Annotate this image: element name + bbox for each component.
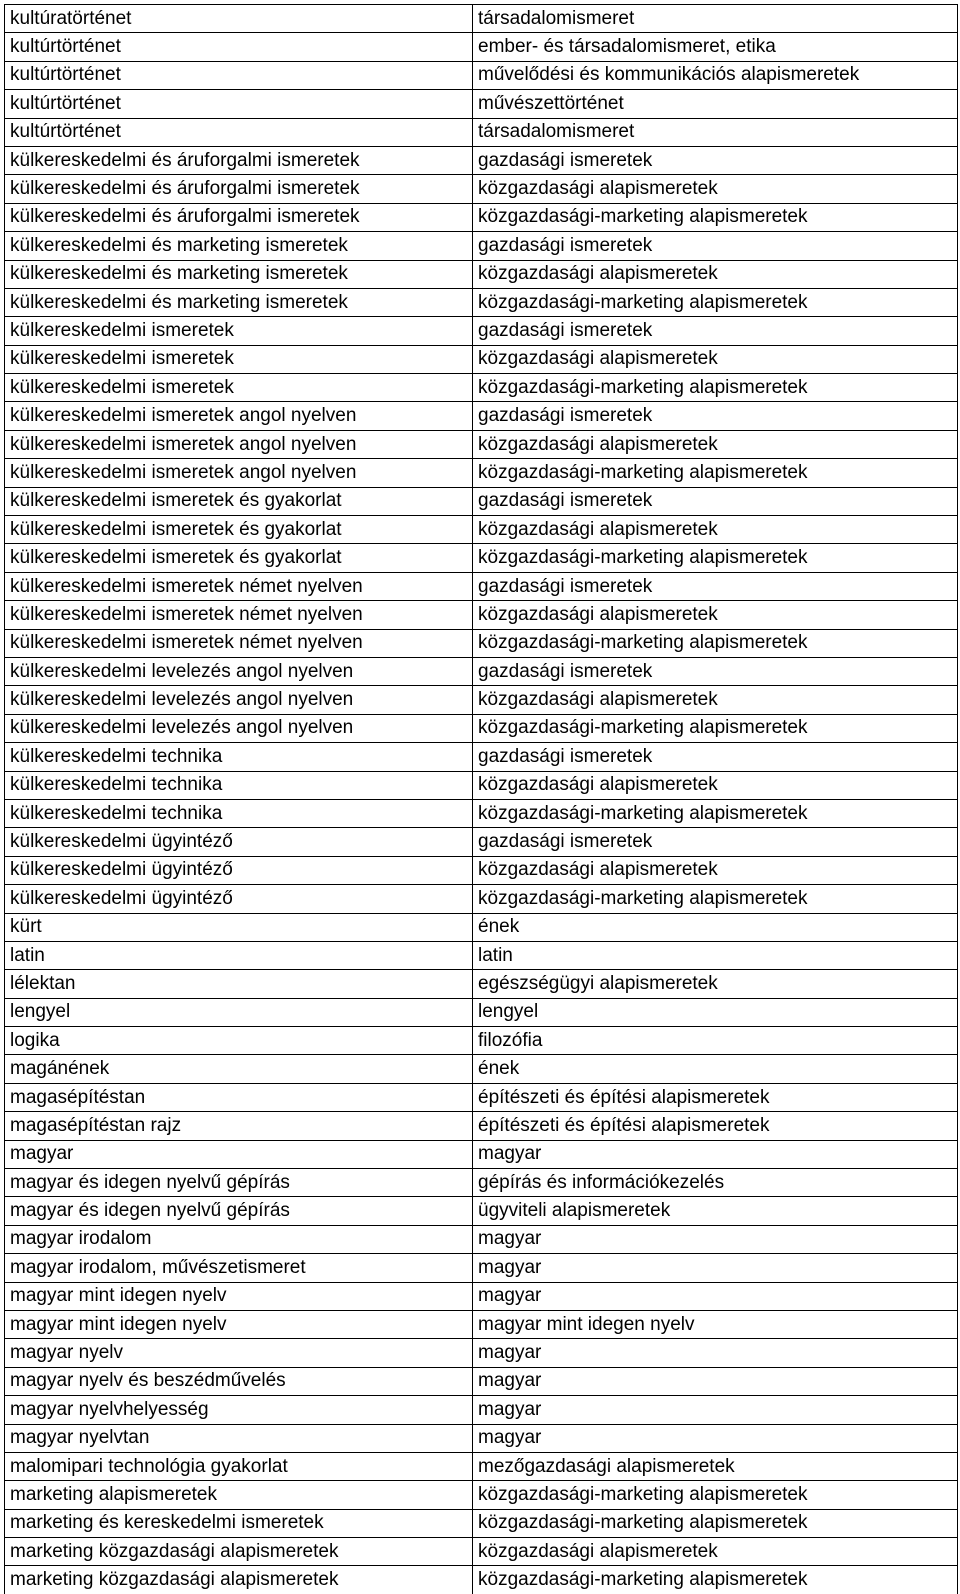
subject-name-cell: magyar és idegen nyelvű gépírás — [5, 1169, 473, 1197]
subject-name-cell: magyar irodalom — [5, 1225, 473, 1253]
exam-subject-cell: magyar — [473, 1254, 958, 1282]
subject-name-cell: külkereskedelmi ismeretek — [5, 374, 473, 402]
subject-name-cell: külkereskedelmi ügyintéző — [5, 828, 473, 856]
table-row — [5, 1282, 958, 1310]
table-row — [5, 856, 958, 884]
subject-name-cell: magyar nyelvhelyesség — [5, 1396, 473, 1424]
table-row — [5, 771, 958, 799]
exam-subject-cell: gazdasági ismeretek — [473, 317, 958, 345]
subject-name-cell: magasépítéstan rajz — [5, 1112, 473, 1140]
table-row — [5, 743, 958, 771]
exam-subject-cell: egészségügyi alapismeretek — [473, 970, 958, 998]
subject-name-cell: külkereskedelmi és áruforgalmi ismeretek — [5, 175, 473, 203]
exam-subject-cell: magyar — [473, 1282, 958, 1310]
exam-subject-cell: gazdasági ismeretek — [473, 402, 958, 430]
table-row — [5, 1566, 958, 1594]
exam-subject-cell: magyar — [473, 1367, 958, 1395]
subject-name-cell: magyar és idegen nyelvű gépírás — [5, 1197, 473, 1225]
table-row — [5, 1197, 958, 1225]
exam-subject-cell: gazdasági ismeretek — [473, 232, 958, 260]
table-row — [5, 1055, 958, 1083]
exam-subject-cell: magyar — [473, 1396, 958, 1424]
exam-subject-cell: közgazdasági alapismeretek — [473, 856, 958, 884]
table-row — [5, 203, 958, 231]
table-row — [5, 885, 958, 913]
exam-subject-cell: közgazdasági alapismeretek — [473, 430, 958, 458]
subject-name-cell: külkereskedelmi technika — [5, 771, 473, 799]
subject-name-cell: külkereskedelmi ismeretek és gyakorlat — [5, 516, 473, 544]
exam-subject-cell: közgazdasági-marketing alapismeretek — [473, 374, 958, 402]
exam-subject-cell: közgazdasági alapismeretek — [473, 1538, 958, 1566]
exam-subject-cell: filozófia — [473, 1027, 958, 1055]
table-row — [5, 1254, 958, 1282]
exam-subject-cell: magyar — [473, 1140, 958, 1168]
exam-subject-cell: lengyel — [473, 998, 958, 1026]
table-row — [5, 1367, 958, 1395]
exam-subject-cell: közgazdasági alapismeretek — [473, 686, 958, 714]
exam-subject-cell: építészeti és építési alapismeretek — [473, 1112, 958, 1140]
exam-subject-cell: latin — [473, 941, 958, 969]
exam-subject-cell: magyar — [473, 1339, 958, 1367]
table-row — [5, 941, 958, 969]
exam-subject-cell: gazdasági ismeretek — [473, 146, 958, 174]
table-row — [5, 629, 958, 657]
table-row — [5, 430, 958, 458]
subject-name-cell: külkereskedelmi és áruforgalmi ismeretek — [5, 203, 473, 231]
subject-name-cell: magyar mint idegen nyelv — [5, 1282, 473, 1310]
table-row — [5, 828, 958, 856]
table-row — [5, 232, 958, 260]
table-row — [5, 90, 958, 118]
exam-subject-cell: közgazdasági-marketing alapismeretek — [473, 459, 958, 487]
table-row — [5, 345, 958, 373]
exam-subject-cell: művelődési és kommunikációs alapismeretek — [473, 61, 958, 89]
subject-name-cell: kultúratörténet — [5, 5, 473, 33]
exam-subject-cell: közgazdasági alapismeretek — [473, 516, 958, 544]
exam-subject-cell: gazdasági ismeretek — [473, 743, 958, 771]
subject-name-cell: külkereskedelmi ismeretek — [5, 345, 473, 373]
subject-name-cell: kultúrtörténet — [5, 118, 473, 146]
subject-name-cell: kultúrtörténet — [5, 90, 473, 118]
exam-subject-cell: ének — [473, 913, 958, 941]
table-row — [5, 1509, 958, 1537]
subject-name-cell: külkereskedelmi ismeretek — [5, 317, 473, 345]
subject-name-cell: külkereskedelmi technika — [5, 799, 473, 827]
subject-name-cell: külkereskedelmi levelezés angol nyelven — [5, 714, 473, 742]
table-row — [5, 714, 958, 742]
exam-subject-cell: társadalomismeret — [473, 118, 958, 146]
subject-name-cell: külkereskedelmi és áruforgalmi ismeretek — [5, 146, 473, 174]
table-row — [5, 288, 958, 316]
subject-name-cell: magyar nyelvtan — [5, 1424, 473, 1452]
subject-name-cell: magyar irodalom, művészetismeret — [5, 1254, 473, 1282]
subject-name-cell: külkereskedelmi ügyintéző — [5, 885, 473, 913]
exam-subject-cell: gazdasági ismeretek — [473, 828, 958, 856]
table-row — [5, 487, 958, 515]
table-row — [5, 317, 958, 345]
table-row — [5, 998, 958, 1026]
subject-name-cell: kürt — [5, 913, 473, 941]
subject-name-cell: malomipari technológia gyakorlat — [5, 1452, 473, 1480]
exam-subject-cell: ügyviteli alapismeretek — [473, 1197, 958, 1225]
exam-subject-cell: ember- és társadalomismeret, etika — [473, 33, 958, 61]
exam-subject-cell: mezőgazdasági alapismeretek — [473, 1452, 958, 1480]
subject-name-cell: külkereskedelmi ismeretek és gyakorlat — [5, 544, 473, 572]
exam-subject-cell: közgazdasági alapismeretek — [473, 771, 958, 799]
subject-mapping-table — [4, 4, 958, 1594]
exam-subject-cell: közgazdasági alapismeretek — [473, 175, 958, 203]
exam-subject-cell: közgazdasági-marketing alapismeretek — [473, 544, 958, 572]
exam-subject-cell: közgazdasági alapismeretek — [473, 601, 958, 629]
exam-subject-cell: közgazdasági-marketing alapismeretek — [473, 1509, 958, 1537]
subject-name-cell: külkereskedelmi ismeretek német nyelven — [5, 572, 473, 600]
subject-name-cell: marketing közgazdasági alapismeretek — [5, 1538, 473, 1566]
table-row — [5, 1339, 958, 1367]
exam-subject-cell: gépírás és információkezelés — [473, 1169, 958, 1197]
exam-subject-cell: közgazdasági-marketing alapismeretek — [473, 288, 958, 316]
exam-subject-cell: közgazdasági-marketing alapismeretek — [473, 203, 958, 231]
exam-subject-cell: közgazdasági alapismeretek — [473, 345, 958, 373]
subject-name-cell: magasépítéstan — [5, 1083, 473, 1111]
document-body — [4, 4, 957, 1594]
table-row — [5, 118, 958, 146]
subject-name-cell: magyar nyelv és beszédművelés — [5, 1367, 473, 1395]
subject-name-cell: magyar nyelv — [5, 1339, 473, 1367]
table-row — [5, 33, 958, 61]
exam-subject-cell: gazdasági ismeretek — [473, 487, 958, 515]
exam-subject-cell: magyar — [473, 1225, 958, 1253]
table-row — [5, 970, 958, 998]
exam-subject-cell: magyar mint idegen nyelv — [473, 1310, 958, 1338]
table-row — [5, 1112, 958, 1140]
exam-subject-cell: gazdasági ismeretek — [473, 572, 958, 600]
exam-subject-cell: közgazdasági-marketing alapismeretek — [473, 714, 958, 742]
table-row — [5, 799, 958, 827]
table-row — [5, 61, 958, 89]
subject-name-cell: külkereskedelmi ügyintéző — [5, 856, 473, 884]
subject-name-cell: lélektan — [5, 970, 473, 998]
table-row — [5, 1140, 958, 1168]
exam-subject-cell: művészettörténet — [473, 90, 958, 118]
table-row — [5, 544, 958, 572]
table-row — [5, 1452, 958, 1480]
subject-name-cell: külkereskedelmi ismeretek angol nyelven — [5, 402, 473, 430]
table-row — [5, 459, 958, 487]
exam-subject-cell: közgazdasági alapismeretek — [473, 260, 958, 288]
table-row — [5, 175, 958, 203]
subject-name-cell: logika — [5, 1027, 473, 1055]
subject-name-cell: marketing közgazdasági alapismeretek — [5, 1566, 473, 1594]
table-row — [5, 402, 958, 430]
exam-subject-cell: építészeti és építési alapismeretek — [473, 1083, 958, 1111]
exam-subject-cell: magyar — [473, 1424, 958, 1452]
subject-name-cell: külkereskedelmi levelezés angol nyelven — [5, 686, 473, 714]
exam-subject-cell: közgazdasági-marketing alapismeretek — [473, 799, 958, 827]
table-row — [5, 657, 958, 685]
exam-subject-cell: közgazdasági-marketing alapismeretek — [473, 1481, 958, 1509]
table-row — [5, 1538, 958, 1566]
subject-name-cell: külkereskedelmi és marketing ismeretek — [5, 232, 473, 260]
table-row — [5, 5, 958, 33]
subject-name-cell: magyar — [5, 1140, 473, 1168]
exam-subject-cell: gazdasági ismeretek — [473, 657, 958, 685]
subject-name-cell: latin — [5, 941, 473, 969]
subject-name-cell: lengyel — [5, 998, 473, 1026]
exam-subject-cell: ének — [473, 1055, 958, 1083]
subject-name-cell: külkereskedelmi ismeretek és gyakorlat — [5, 487, 473, 515]
table-row — [5, 1169, 958, 1197]
table-row — [5, 686, 958, 714]
subject-name-cell: marketing és kereskedelmi ismeretek — [5, 1509, 473, 1537]
exam-subject-cell: közgazdasági-marketing alapismeretek — [473, 629, 958, 657]
table-row — [5, 260, 958, 288]
table-row — [5, 1481, 958, 1509]
subject-name-cell: magánének — [5, 1055, 473, 1083]
table-body — [5, 5, 958, 1594]
subject-name-cell: külkereskedelmi ismeretek német nyelven — [5, 629, 473, 657]
table-row — [5, 1424, 958, 1452]
subject-name-cell: külkereskedelmi és marketing ismeretek — [5, 288, 473, 316]
subject-name-cell: marketing alapismeretek — [5, 1481, 473, 1509]
subject-name-cell: magyar mint idegen nyelv — [5, 1310, 473, 1338]
table-row — [5, 1083, 958, 1111]
subject-name-cell: külkereskedelmi ismeretek német nyelven — [5, 601, 473, 629]
subject-name-cell: külkereskedelmi ismeretek angol nyelven — [5, 459, 473, 487]
exam-subject-cell: társadalomismeret — [473, 5, 958, 33]
table-row — [5, 1225, 958, 1253]
table-row — [5, 1027, 958, 1055]
table-row — [5, 913, 958, 941]
exam-subject-cell: közgazdasági-marketing alapismeretek — [473, 1566, 958, 1594]
table-row — [5, 572, 958, 600]
table-row — [5, 1310, 958, 1338]
subject-name-cell: külkereskedelmi ismeretek angol nyelven — [5, 430, 473, 458]
table-row — [5, 374, 958, 402]
table-row — [5, 601, 958, 629]
subject-name-cell: külkereskedelmi technika — [5, 743, 473, 771]
subject-name-cell: kultúrtörténet — [5, 61, 473, 89]
exam-subject-cell: közgazdasági-marketing alapismeretek — [473, 885, 958, 913]
table-row — [5, 516, 958, 544]
table-row — [5, 146, 958, 174]
subject-name-cell: kultúrtörténet — [5, 33, 473, 61]
subject-name-cell: külkereskedelmi és marketing ismeretek — [5, 260, 473, 288]
table-row — [5, 1396, 958, 1424]
subject-name-cell: külkereskedelmi levelezés angol nyelven — [5, 657, 473, 685]
